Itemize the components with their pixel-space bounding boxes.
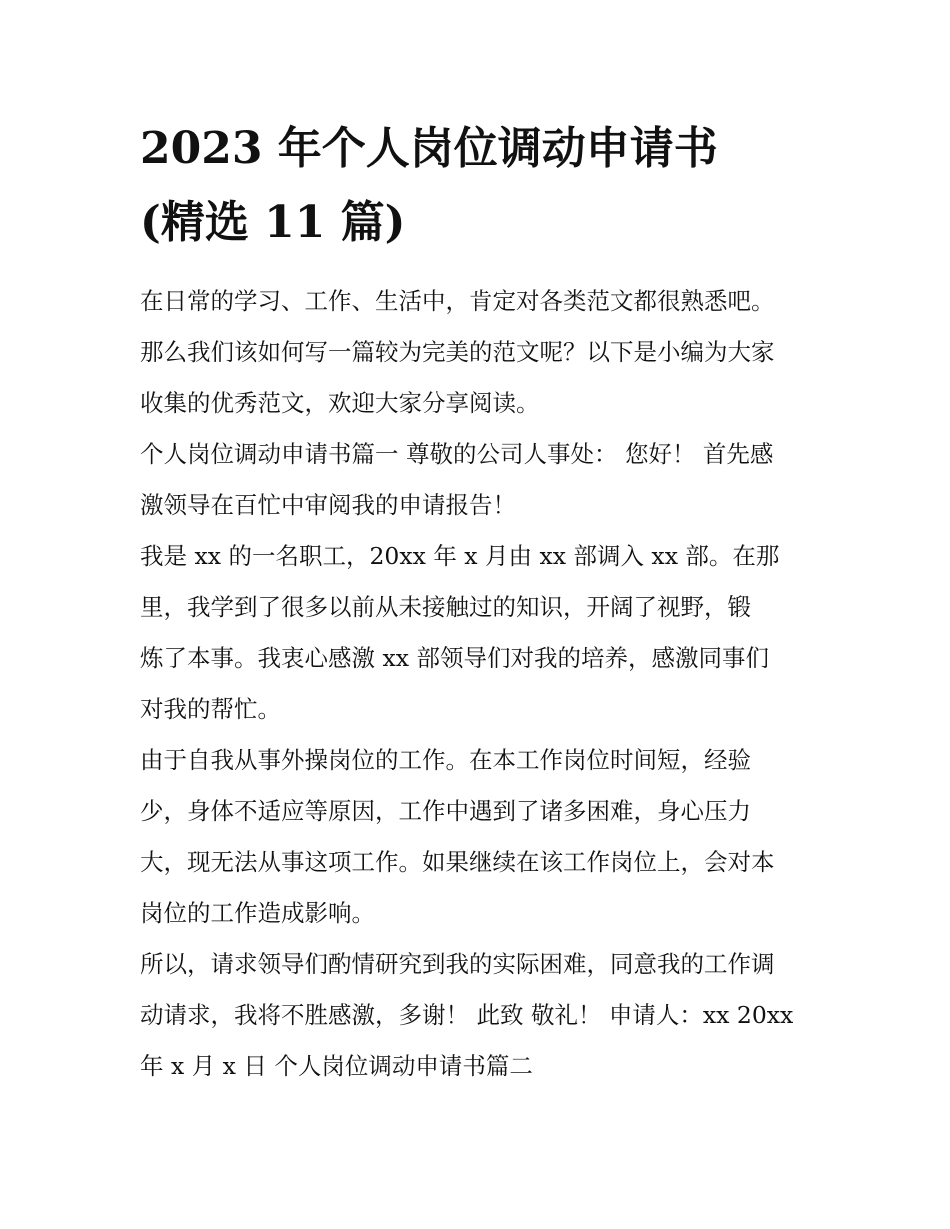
- title-line: 2023 年个人岗位调动申请书: [140, 123, 718, 174]
- body-line: 我是 xx 的一名职工，20xx 年 x 月由 xx 部调入 xx 部。在那: [140, 542, 780, 570]
- body-line: 在日常的学习、工作、生活中，肯定对各类范文都很熟悉吧。: [140, 287, 775, 315]
- document-title: [140, 112, 820, 260]
- body-line: 少，身体不适应等原因，工作中遇到了诸多困难，身心压力: [140, 797, 751, 825]
- body-line: 那么我们该如何写一篇较为完美的范文呢？以下是小编为大家: [140, 338, 775, 366]
- body-line: 里，我学到了很多以前从未接触过的知识，开阔了视野，锻: [140, 593, 751, 621]
- title-line: (精选 11 篇): [140, 197, 406, 248]
- body-line: 所以，请求领导们酌情研究到我的实际困难，同意我的工作调: [140, 950, 775, 978]
- body-line: 动请求，我将不胜感激，多谢！ 此致 敬礼！ 申请人：xx 20xx: [140, 1001, 794, 1029]
- body-line: 收集的优秀范文，欢迎大家分享阅读。: [140, 389, 540, 417]
- body-line: 年 x 月 x 日 个人岗位调动申请书篇二: [140, 1052, 533, 1080]
- body-line: 炼了本事。我衷心感激 xx 部领导们对我的培养，感激同事们: [140, 644, 769, 672]
- body-line: 岗位的工作造成影响。: [140, 899, 375, 927]
- document-body: [140, 276, 820, 1092]
- body-line: 由于自我从事外操岗位的工作。在本工作岗位时间短，经验: [140, 746, 751, 774]
- body-line: 对我的帮忙。: [140, 695, 281, 723]
- body-line: 激领导在百忙中审阅我的申请报告！: [140, 491, 516, 519]
- body-line: 大，现无法从事这项工作。如果继续在该工作岗位上，会对本: [140, 848, 775, 876]
- body-line: 个人岗位调动申请书篇一 尊敬的公司人事处： 您好！ 首先感: [140, 440, 774, 468]
